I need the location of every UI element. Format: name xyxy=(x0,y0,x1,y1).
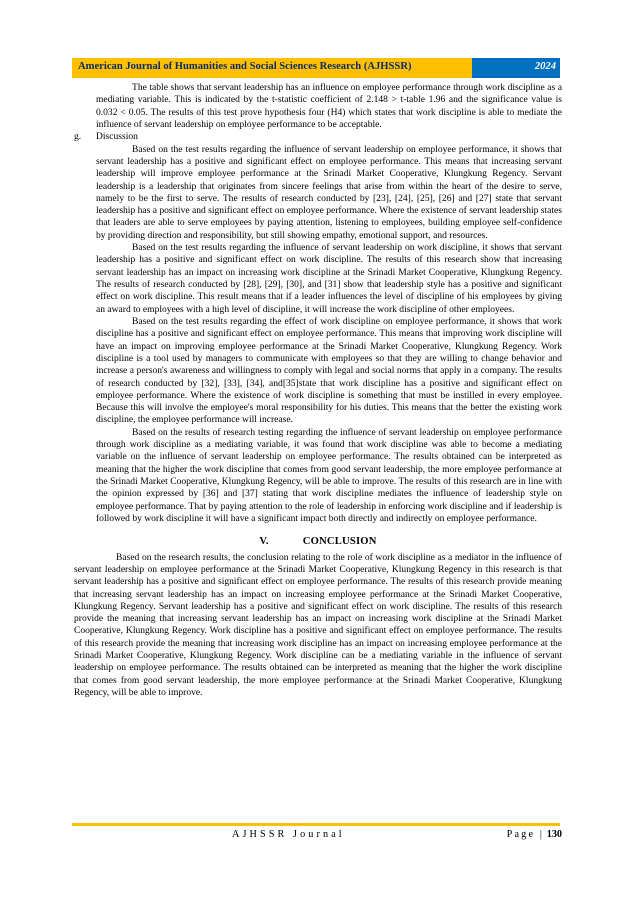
page-content xyxy=(74,82,562,699)
discussion-paragraph: Based on the results of research testing regarding the influence of servant leadership on employee performance through work discipline as a mediating variable, it was found that work discipline was able to become a mediating variable on the influence of servant leadership on employee performance. The results obtained can be interpreted as meaning that the higher the work discipline that comes from good servant leadership, the more employee performance at the Srinadi Market Cooperative, Klungkung Regency, will be able to improve. The results of this research are in line with the opinion expressed by [36] and [37] stating that work discipline mediates the influence of leadership style on employee performance. That by paying attention to the role of leadership in enforcing work discipline and if leadership is followed by work discipline it will have a significant impact both directly and indirectly on employee performance. xyxy=(96,426,562,524)
conclusion-paragraph: Based on the research results, the conclusion relating to the role of work discipline as a mediator in the influence of servant leadership on employee performance at the Srinadi Market Cooperative, Klungkung Regency in this research is that servant leadership has a positive and significant effect on employee performance. The results of this research provide meaning that increasing servant leadership has an impact on increasing employee performance at the Srinadi Market Cooperative, Klungkung Regency. Servant leadership has a positive and significant effect on work discipline. The results of this research provide the meaning that increasing servant leadership has an impact on increasing work discipline at the Srinadi Market Cooperative, Klungkung Regency. Work discipline has a positive and significant effect on employee performance. The results of this research provide the meaning that increasing work discipline has an impact on increasing employee performance at the Srinadi Market Cooperative, Klungkung Regency. Work discipline can be a mediating variable in the influence of servant leadership on employee performance. The results obtained can be interpreted as meaning that the higher the work discipline that comes from good servant leadership, the more employee performance at the Srinadi Market Cooperative, Klungkung Regency, will be able to improve. xyxy=(74,551,562,698)
footer-rule xyxy=(72,823,560,826)
footer-journal-name: AJHSSR Journal xyxy=(232,829,345,840)
header-year-box xyxy=(472,58,560,78)
intro-paragraph: The table shows that servant leadership has an influence on employee performance through work discipline as a mediating variable. This is indicated by the t-statistic coefficient of 2.148 > t-table 1.96 and the significance value is 0.032 < 0.05. The results of this test prove hypothesis four (H4) which states that work discipline is able to mediate the influence of servant leadership on employee performance to be acceptable. xyxy=(96,82,562,130)
footer-page-number xyxy=(507,829,562,840)
conclusion-heading xyxy=(74,536,562,548)
discussion-paragraph: Based on the test results regarding the influence of servant leadership on work discipline, it shows that servant leadership has a positive and significant effect on work discipline. The results of this research show that increasing servant leadership has an impact on increasing work discipline at the Srinadi Market Cooperative, Klungkung Regency. The results of research conducted by [28], [29], [30], and [31] show that leadership style has a positive and significant effect on work discipline. This result means that if a leader influences the level of discipline of his employees by giving an award to employees with a high level of discipline, it will increase the work discipline of other employees. xyxy=(96,242,562,315)
discussion-letter: g. xyxy=(74,131,82,143)
conclusion-title: CONCLUSION xyxy=(302,536,377,548)
discussion-heading xyxy=(74,131,562,143)
page-number: 130 xyxy=(546,829,562,840)
discussion-paragraph: Based on the test results regarding the influence of servant leadership on employee performance, it shows that servant leadership has a positive and significant effect on employee performance. This means that increasing servant leadership will improve employee performance at the Srinadi Market Cooperative, Klungkung Regency. Servant leadership is a leadership that originates from sincere feelings that arise from within the heart of the desire to serve, namely to be the first to serve. The results of research conducted by [23], [24], [25], [26] and [27] state that servant leadership has a positive and significant effect on employee performance. Where the existence of servant leadership states that leaders are able to serve employees by paying attention, listening to employees, building employee self-confidence by providing direction and responsibility, but still showing empathy, emotional support, and resources. xyxy=(96,143,562,241)
page-label: Page | xyxy=(506,829,545,840)
discussion-paragraph: Based on the test results regarding the effect of work discipline on employee performance, it shows that work discipline has a positive and significant effect on employee performance. This means that improving work discipline will have an impact on improving employee performance at the Srinadi Market Cooperative, Klungkung Regency. Work discipline is a tool used by managers to communicate with employees so that they are willing to change behavior and increase a person's awareness and willingness to comply with legal and social norms that apply in a company. The results of research conducted by [32], [33], [34], and[35]state that work discipline has a positive and significant effect on employee performance. Where the existence of work discipline is something that must be instilled in every employee. Because this will involve the employee's moral responsibility for his duties. This means that the better the existing work discipline, the employee performance will increase. xyxy=(96,315,562,426)
conclusion-number: V. xyxy=(259,536,269,548)
journal-title: American Journal of Humanities and Social Sciences Research (AJHSSR) xyxy=(78,61,412,72)
journal-year: 2024 xyxy=(534,61,556,72)
discussion-title: Discussion xyxy=(96,131,138,143)
